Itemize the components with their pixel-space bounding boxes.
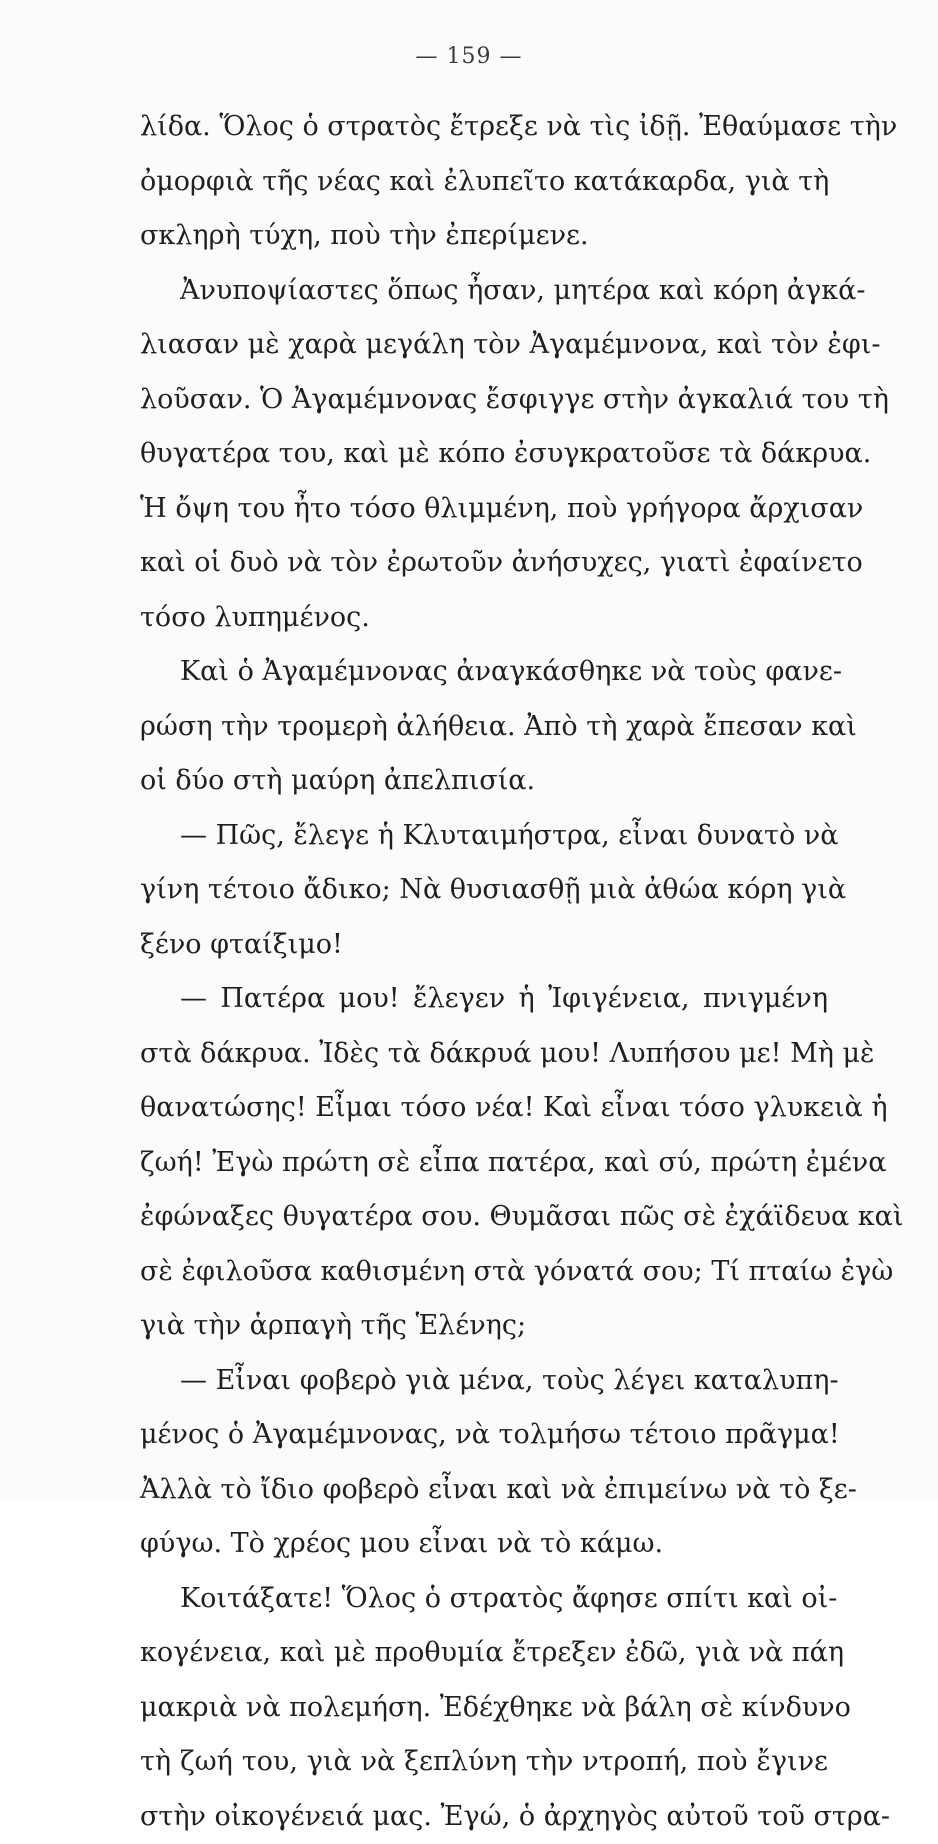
text-line: Κοιτάξατε! Ὅλος ὁ στρατὸς ἄφησε σπίτι καὶ οἰ- <box>140 1572 828 1627</box>
text-line: φύγω. Τὸ χρέος μου εἶναι νὰ τὸ κάμω. <box>140 1517 828 1572</box>
text-line: ζωή! Ἐγὼ πρώτη σὲ εἶπα πατέρα, καὶ σύ, πρώτη ἐμένα <box>140 1136 828 1191</box>
text-line: καὶ οἱ δυὸ νὰ τὸν ἐρωτοῦν ἀνήσυχες, γιατὶ ἐφαίνετο <box>140 536 828 591</box>
text-line: κογένεια, καὶ μὲ προθυμία ἔτρεξεν ἐδῶ, γιὰ νὰ πάη <box>140 1626 828 1681</box>
text-line: γίνη τέτοιο ἄδικο; Νὰ θυσιασθῇ μιὰ ἀθώα κόρη γιὰ <box>140 863 828 918</box>
text-line: σὲ ἐφιλοῦσα καθισμένη στὰ γόνατά σου; Τί πταίω ἐγὼ <box>140 1245 828 1300</box>
text-line: τὴ ζωή του, γιὰ νὰ ξεπλύνη τὴν ντροπή, ποὺ ἔγινε <box>140 1735 828 1790</box>
text-line: θυγατέρα του, καὶ μὲ κόπο ἐσυγκρατοῦσε τὰ δάκρυα. <box>140 427 828 482</box>
text-line: στὴν οἰκογένειά μας. Ἐγώ, ὁ ἀρχηγὸς αὐτοῦ τοῦ στρα- <box>140 1790 828 1844</box>
text-line: ἐφώναξες θυγατέρα σου. Θυμᾶσαι πῶς σὲ ἐχάϊδευα καὶ <box>140 1190 828 1245</box>
text-line: λιασαν μὲ χαρὰ μεγάλη τὸν Ἀγαμέμνονα, καὶ τὸν ἐφι- <box>140 318 828 373</box>
text-line: — Πῶς, ἔλεγε ἡ Κλυταιμήστρα, εἶναι δυνατὸ νὰ <box>140 809 828 864</box>
text-line: ὀμορφιὰ τῆς νέας καὶ ἐλυπεῖτο κατάκαρδα, γιὰ τὴ <box>140 155 828 210</box>
text-line: ρώση τὴν τρομερὴ ἀλήθεια. Ἀπὸ τὴ χαρὰ ἔπεσαν καὶ <box>140 700 828 755</box>
text-line: μακριὰ νὰ πολεμήση. Ἐδέχθηκε νὰ βάλη σὲ κίνδυνο <box>140 1681 828 1736</box>
text-line: Ἀνυποψίαστες ὅπως ἦσαν, μητέρα καὶ κόρη ἀγκά- <box>140 264 828 319</box>
text-line: ξένο φταίξιμο! <box>140 918 828 973</box>
text-line: Ἀλλὰ τὸ ἴδιο φοβερὸ εἶναι καὶ νὰ ἐπιμείνω νὰ τὸ ξε- <box>140 1463 828 1518</box>
text-line: οἱ δύο στὴ μαύρη ἀπελπισία. <box>140 754 828 809</box>
text-line: θανατώσης! Εἶμαι τόσο νέα! Καὶ εἶναι τόσο γλυκειὰ ἡ <box>140 1081 828 1136</box>
text-line: λίδα. Ὅλος ὁ στρατὸς ἔτρεξε νὰ τὶς ἰδῇ. Ἐθαύμασε τὴν <box>140 100 828 155</box>
text-line: γιὰ τὴν ἁρπαγὴ τῆς Ἑλένης; <box>140 1299 828 1354</box>
text-line: μένος ὁ Ἀγαμέμνονας, νὰ τολμήσω τέτοιο πρᾶγμα! <box>140 1408 828 1463</box>
text-line: Καὶ ὁ Ἀγαμέμνονας ἀναγκάσθηκε νὰ τοὺς φανε- <box>140 645 828 700</box>
text-line: στὰ δάκρυα. Ἰδὲς τὰ δάκρυά μου! Λυπήσου με! Μὴ μὲ <box>140 1027 828 1082</box>
page-number: — 159 — <box>0 44 938 69</box>
text-line: — Εἶναι φοβερὸ γιὰ μένα, τοὺς λέγει καταλυπη- <box>140 1354 828 1409</box>
text-line: τόσο λυπημένος. <box>140 591 828 646</box>
text-line: σκληρὴ τύχη, ποὺ τὴν ἐπερίμενε. <box>140 209 828 264</box>
body-text <box>140 100 828 1844</box>
text-line: — Πατέρα μου! ἔλεγεν ἡ Ἰφιγένεια, πνιγμένη <box>140 972 828 1027</box>
text-line: Ἡ ὄψη του ἦτο τόσο θλιμμένη, ποὺ γρήγορα ἄρχισαν <box>140 482 828 537</box>
text-line: λοῦσαν. Ὁ Ἀγαμέμνονας ἔσφιγγε στὴν ἀγκαλιά του τὴ <box>140 373 828 428</box>
